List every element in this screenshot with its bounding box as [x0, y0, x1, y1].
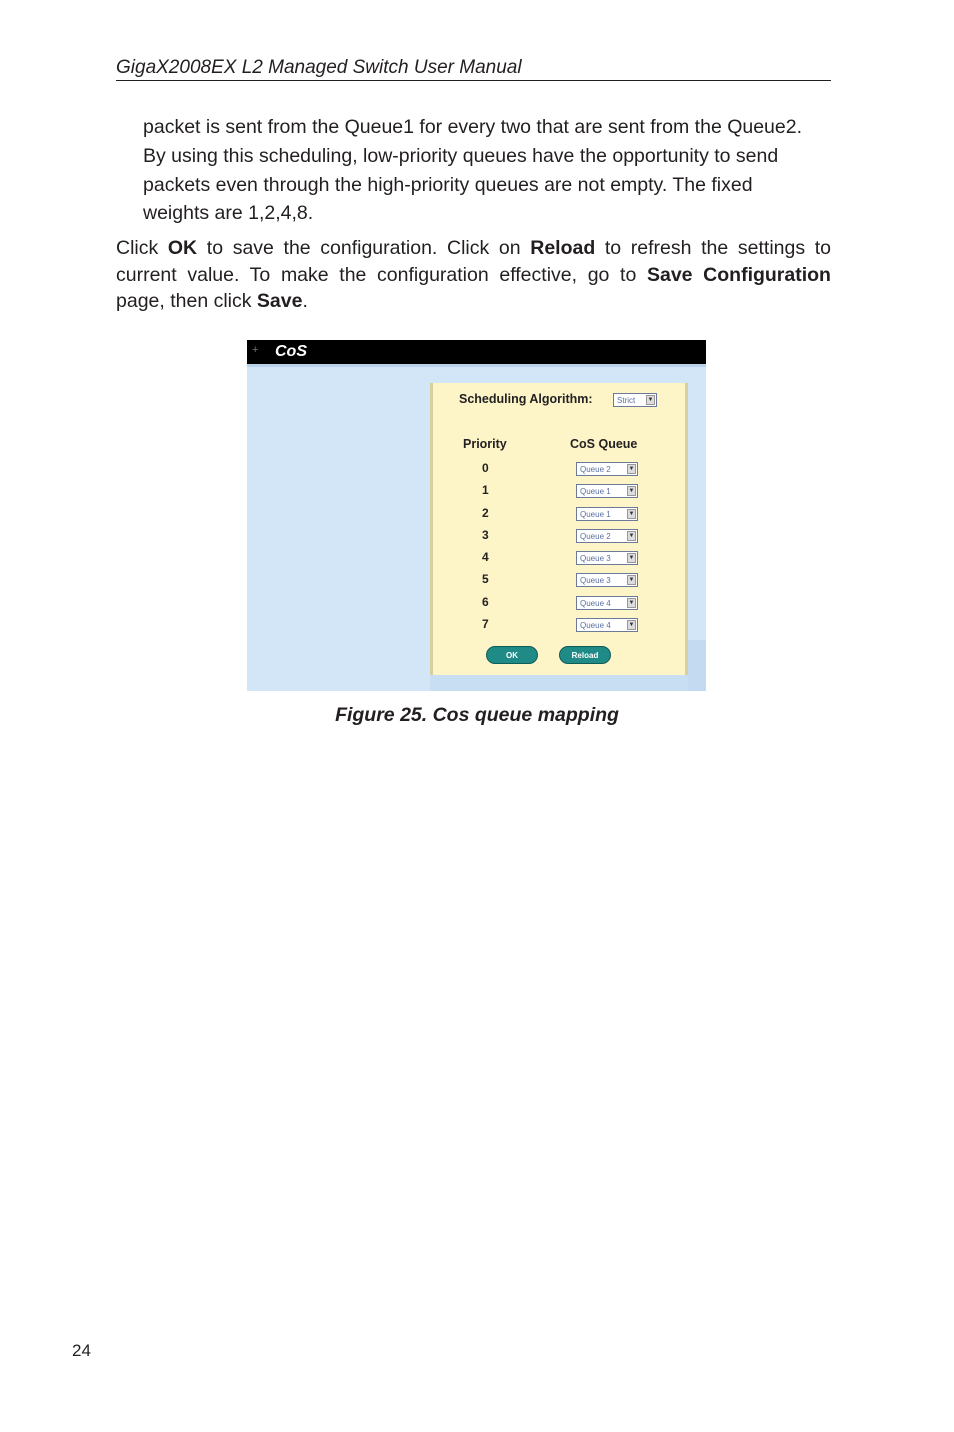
- chevron-down-icon[interactable]: ▼: [628, 555, 635, 562]
- queue-value: Queue 3: [580, 554, 611, 564]
- intro-paragraph: [143, 113, 833, 228]
- table-row: [433, 458, 685, 480]
- intro-line: packets even through the high-priority queues are not empty. The fixed: [143, 173, 753, 196]
- table-row: [433, 480, 685, 502]
- reload-button[interactable]: Reload: [559, 646, 611, 664]
- page-number: 24: [72, 1341, 91, 1360]
- intro-line: By using this scheduling, low-priority queues have the opportunity to send: [143, 144, 779, 167]
- chevron-down-icon[interactable]: ▼: [628, 622, 635, 629]
- text-run: to refresh the settings to: [595, 237, 831, 259]
- menu-icon: +: [252, 344, 259, 356]
- table-row: [433, 525, 685, 547]
- instruction-paragraph: [116, 235, 831, 315]
- intro-line: packet is sent from the Queue1 for every two that are sent from the Queue2.: [143, 116, 803, 138]
- bold-save: Save: [256, 290, 303, 312]
- chevron-down-icon[interactable]: ▼: [628, 510, 635, 517]
- queue-value: Queue 2: [580, 531, 611, 541]
- queue-value: Queue 4: [580, 598, 611, 608]
- queue-select[interactable]: [576, 618, 638, 632]
- priority-value: 6: [482, 594, 489, 609]
- priority-value: 5: [482, 572, 489, 587]
- queue-select[interactable]: [576, 462, 638, 476]
- queue-value: Queue 4: [580, 621, 611, 631]
- chevron-down-icon[interactable]: ▼: [628, 577, 635, 584]
- queue-select[interactable]: [576, 573, 638, 587]
- cos-screenshot: [247, 340, 706, 691]
- text-run: .: [302, 290, 308, 312]
- bold-ok: OK: [167, 237, 198, 259]
- chevron-down-icon[interactable]: ▼: [628, 532, 635, 539]
- queue-value: Queue 2: [580, 465, 611, 474]
- chevron-down-icon[interactable]: ▼: [628, 466, 635, 472]
- table-row: [433, 614, 685, 636]
- text-run: page, then click: [116, 290, 257, 312]
- priority-value: 7: [482, 617, 489, 632]
- table-row: [433, 547, 685, 569]
- priority-value: 3: [482, 527, 489, 542]
- queue-value: Queue 1: [580, 509, 611, 519]
- text-run: current value. To make the configuration effective, go to: [116, 263, 647, 286]
- titlebar-strip: [247, 364, 706, 367]
- priority-value: 4: [482, 550, 489, 565]
- scheduling-label: Scheduling Algorithm:: [459, 392, 593, 406]
- priority-queue-rows: [433, 458, 685, 636]
- window-titlebar: [247, 340, 706, 364]
- chevron-down-icon[interactable]: ▼: [628, 488, 635, 495]
- queue-value: Queue 1: [580, 487, 611, 497]
- intro-line: weights are 1,2,4,8.: [143, 202, 314, 225]
- instruction-line-3: [116, 288, 831, 315]
- scheduling-select[interactable]: [613, 393, 657, 407]
- table-row: [433, 569, 685, 591]
- priority-header: Priority: [463, 437, 507, 451]
- bold-reload: Reload: [530, 237, 596, 259]
- priority-value: 2: [482, 505, 489, 520]
- text-run: to save the configuration. Click on: [197, 237, 531, 259]
- queue-select[interactable]: [576, 529, 638, 543]
- table-row: [433, 503, 685, 525]
- queue-value: Queue 3: [580, 576, 611, 586]
- ok-button[interactable]: OK: [486, 646, 538, 664]
- cos-form-panel: [430, 383, 688, 675]
- window-title: CoS: [275, 343, 307, 360]
- instruction-line-1: [116, 235, 831, 262]
- cos-queue-header: CoS Queue: [570, 437, 638, 451]
- scheduling-value: Strict: [617, 396, 636, 405]
- panel-footer-shade: [430, 675, 688, 691]
- figure-caption: Figure 25. Cos queue mapping: [335, 704, 619, 726]
- priority-value: 1: [482, 483, 489, 498]
- instruction-line-2: [116, 262, 831, 289]
- priority-value: 0: [482, 461, 489, 475]
- table-row: [433, 592, 685, 614]
- text-run: Click: [116, 237, 168, 259]
- running-header: GigaX2008EX L2 Managed Switch User Manual: [116, 56, 831, 81]
- queue-select[interactable]: [576, 507, 638, 521]
- chevron-down-icon[interactable]: ▼: [647, 397, 654, 403]
- scroll-shade: [688, 640, 706, 691]
- queue-select[interactable]: [576, 484, 638, 498]
- queue-select[interactable]: [576, 551, 638, 565]
- chevron-down-icon[interactable]: ▼: [628, 599, 635, 606]
- bold-save-configuration: Save Configuration: [646, 263, 831, 286]
- queue-select[interactable]: [576, 596, 638, 610]
